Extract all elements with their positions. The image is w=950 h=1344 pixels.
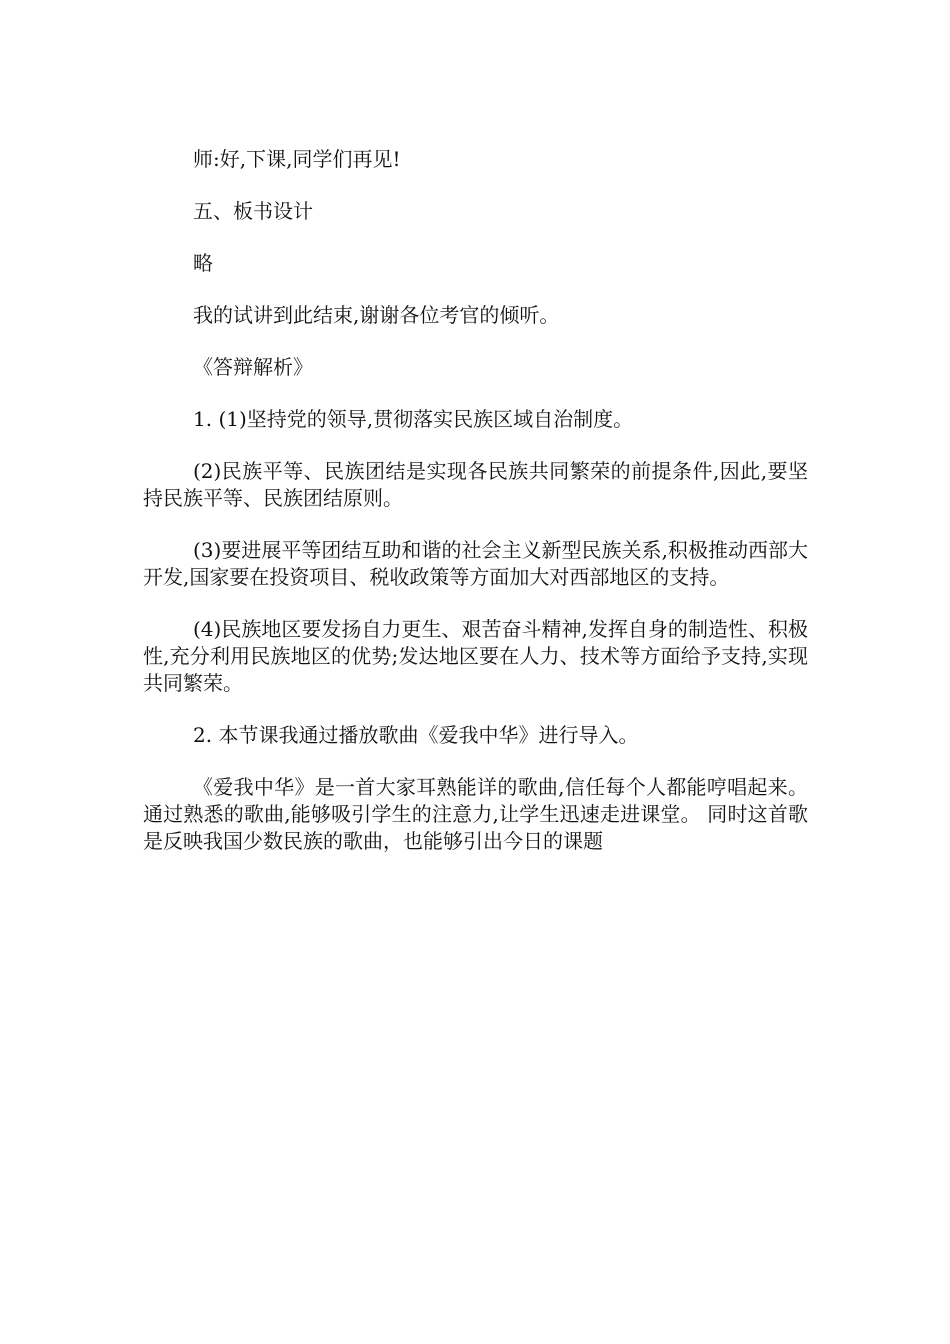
section-heading-board-design: 五、板书设计 [193,199,313,223]
answer-1-point-4: (4)民族地区要发扬自力更生、艰苦奋斗精神,发挥自身的制造性、积极性,充分利用民族地区的优势;发达地区要在人力、技术等方面给予支持,实现共同繁荣。 [143,617,808,695]
document-body [143,146,808,880]
paragraph-farewell: 师:好,下课,同学们再见! [193,147,401,171]
answer-2-intro: 2. 本节课我通过播放歌曲《爱我中华》进行导入。 [193,723,639,747]
paragraph-omitted: 略 [193,251,213,275]
answer-1-point-3: (3)要进展平等团结互助和谐的社会主义新型民族关系,积极推动西部大开发,国家要在投资项目、税收政策等方面加大对西部地区的支持。 [143,538,808,589]
paragraph-closing: 我的试讲到此结束,谢谢各位考官的倾听。 [193,303,560,327]
answer-1-point-2: (2)民族平等、民族团结是实现各民族共同繁荣的前提条件,因此,要坚持民族平等、民族团结原则。 [143,459,808,510]
answer-2-explanation: 《爱我中华》是一首大家耳熟能详的歌曲,信任每个人都能哼唱起来。 通过熟悉的歌曲,能够吸引学生的注意力,让学生迅速走进课堂。 同时这首歌是反映我国少数民族的歌曲，也能够引出今日的课题 [143,775,808,853]
answer-1-point-1: 1. (1)坚持党的领导,贯彻落实民族区域自治制度。 [193,407,634,431]
section-heading-defense-analysis: 《答辩解析》 [193,355,313,379]
